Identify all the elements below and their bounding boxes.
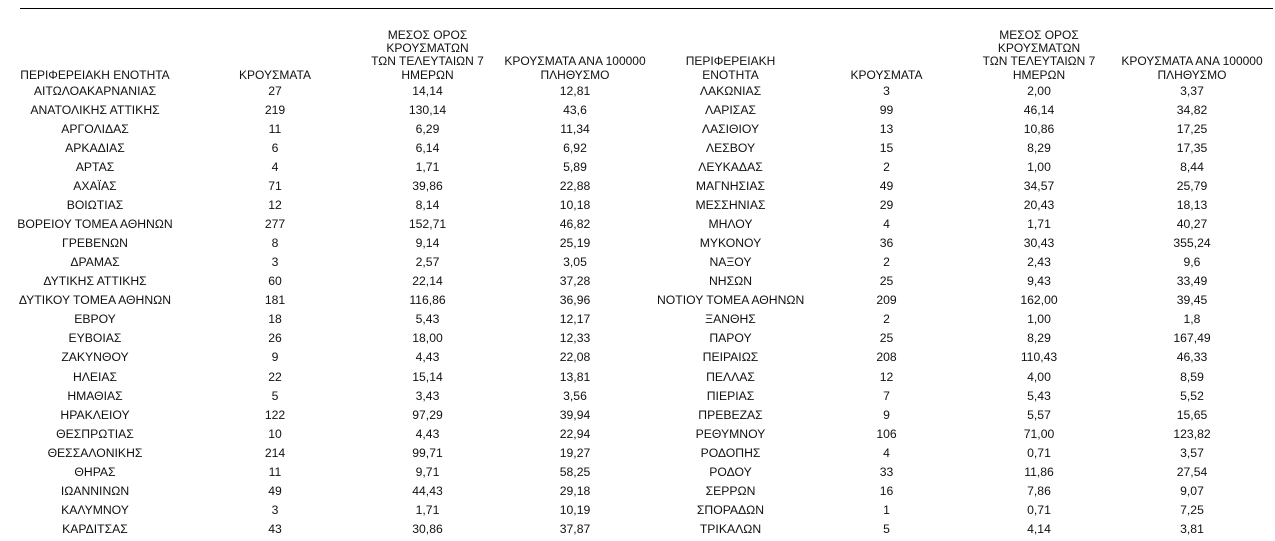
cell-region: ΚΑΡΔΙΤΣΑΣ [62, 521, 128, 536]
cell-avg7: 30,43 [1023, 236, 1055, 251]
cell-avg7: 11,86 [1024, 464, 1054, 479]
cell-cases: 12 [879, 369, 894, 384]
cell-region: ΡΟΔΟΥ [709, 464, 752, 479]
cell-per100k: 8,59 [1180, 369, 1204, 384]
cell-cases: 2 [883, 312, 890, 327]
cell-per100k: 36,96 [559, 293, 591, 308]
cell-avg7: 15,14 [412, 369, 443, 384]
cell-avg7: 0,71 [1027, 445, 1051, 460]
cell-cases: 11 [268, 121, 282, 136]
table-row [0, 272, 655, 291]
table-row [0, 101, 655, 120]
cell-avg7: 4,43 [415, 350, 440, 365]
cell-avg7: 5,43 [1027, 388, 1051, 403]
table-row [0, 120, 655, 139]
cell-cases: 71 [268, 179, 282, 194]
cell-avg7: 5,57 [1027, 407, 1051, 422]
cell-per100k: 3,05 [563, 255, 587, 270]
cell-avg7: 2,57 [415, 255, 440, 270]
cell-per100k: 19,27 [559, 445, 591, 460]
cell-region: ΑΙΤΩΛΟΑΚΑΡΝΑΝΙΑΣ [33, 83, 157, 98]
table-row [657, 406, 1275, 425]
cell-avg7: 2,43 [1027, 255, 1051, 270]
cell-per100k: 58,25 [559, 464, 591, 479]
cell-cases: 2 [883, 255, 890, 270]
cell-cases: 5 [883, 521, 890, 536]
cell-per100k: 6,92 [563, 140, 587, 155]
cell-region: ΑΡΤΑΣ [75, 160, 115, 175]
cell-region: ΞΑΝΘΗΣ [705, 312, 756, 327]
cell-avg7: 71,00 [1023, 426, 1055, 441]
table-body-right [657, 82, 1275, 539]
cell-cases: 3 [883, 83, 890, 98]
table-row [657, 158, 1275, 177]
cell-avg7: 8,29 [1027, 331, 1051, 346]
cell-region: ΣΠΟΡΑΔΩΝ [696, 502, 765, 517]
table-row [0, 463, 655, 482]
cell-per100k: 123,82 [1173, 426, 1211, 441]
cell-region: ΛΑΡΙΣΑΣ [705, 102, 756, 117]
cell-per100k: 25,19 [559, 236, 591, 251]
cell-per100k: 17,25 [1176, 121, 1208, 136]
cell-per100k: 33,49 [1176, 274, 1208, 289]
cell-avg7: 1,00 [1027, 312, 1051, 327]
table-row [657, 482, 1275, 501]
cell-avg7: 39,86 [412, 179, 443, 194]
cell-avg7: 8,14 [415, 198, 440, 213]
table-row [657, 101, 1275, 120]
cell-region: ΘΕΣΠΡΩΤΙΑΣ [56, 426, 134, 441]
table-row [657, 120, 1275, 139]
cell-avg7: 22,14 [412, 274, 443, 289]
cell-per100k: 3,56 [563, 388, 587, 403]
cell-cases: 3 [271, 255, 279, 270]
table-row [0, 253, 655, 272]
cell-cases: 15 [879, 140, 894, 155]
table-row [657, 196, 1275, 215]
cell-region: ΗΡΑΚΛΕΙΟΥ [60, 407, 130, 422]
cell-region: ΛΕΥΚΑΔΑΣ [698, 160, 763, 175]
table-row [0, 234, 655, 253]
cell-avg7: 44,43 [412, 483, 443, 498]
table-row [0, 177, 655, 196]
cell-avg7: 1,71 [1027, 217, 1051, 232]
cell-cases: 209 [876, 293, 897, 308]
cell-region: ΠΕΙΡΑΙΩΣ [702, 350, 759, 365]
cell-per100k: 7,25 [1180, 502, 1204, 517]
cell-avg7: 7,86 [1027, 483, 1051, 498]
cell-avg7: 34,57 [1023, 179, 1055, 194]
cell-region: ΝΑΞΟΥ [709, 255, 752, 270]
header-avg7: ΜΕΣΟΣ ΟΡΟΣ ΚΡΟΥΣΜΑΤΩΝ ΤΩΝ ΤΕΛΕΥΤΑΙΩΝ 7 ΗΜΕΡΩΝ [371, 28, 484, 82]
table-row [657, 520, 1275, 539]
cell-avg7: 130,14 [408, 102, 447, 117]
cell-region: ΚΑΛΥΜΝΟΥ [61, 502, 129, 517]
cell-region: ΠΡΕΒΕΖΑΣ [698, 407, 763, 422]
cell-avg7: 1,71 [415, 160, 440, 175]
cell-avg7: 9,14 [415, 236, 440, 251]
cell-per100k: 18,13 [1176, 198, 1208, 213]
cell-cases: 10 [268, 426, 282, 441]
cell-avg7: 10,86 [1023, 121, 1055, 136]
cell-per100k: 12,81 [559, 83, 591, 98]
table-row [657, 177, 1275, 196]
table-row [657, 444, 1275, 463]
cell-avg7: 4,14 [1027, 521, 1051, 536]
cell-region: ΔΥΤΙΚΗΣ ΑΤΤΙΚΗΣ [43, 274, 147, 289]
table-row [657, 310, 1275, 329]
table-row [657, 139, 1275, 158]
cell-region: ΗΛΕΙΑΣ [72, 369, 118, 384]
cell-cases: 11 [268, 464, 282, 479]
cell-region: ΑΡΓΟΛΙΔΑΣ [61, 121, 129, 136]
table-row [657, 82, 1275, 101]
cell-region: ΡΕΘΥΜΝΟΥ [695, 426, 766, 441]
header-region: ΠΕΡΙΦΕΡΕΙΑΚΗ ΕΝΟΤΗΤΑ [20, 67, 170, 82]
cell-avg7: 6,14 [415, 140, 440, 155]
table-row [0, 196, 655, 215]
table-row [657, 425, 1275, 444]
cell-cases: 18 [268, 312, 282, 327]
cell-per100k: 10,18 [559, 198, 591, 213]
cell-per100k: 167,49 [1173, 331, 1211, 346]
table-row [657, 387, 1275, 406]
cell-region: ΝΟΤΙΟΥ ΤΟΜΕΑ ΑΘΗΝΩΝ [657, 293, 804, 308]
table-row [657, 501, 1275, 520]
cell-region: ΕΒΡΟΥ [74, 312, 116, 327]
cell-region: ΠΑΡΟΥ [709, 331, 752, 346]
cell-region: ΛΑΣΙΘΙΟΥ [701, 121, 760, 136]
cell-region: ΓΡΕΒΕΝΩΝ [62, 236, 128, 251]
cell-region: ΝΗΣΩΝ [708, 274, 753, 289]
cell-per100k: 22,94 [559, 426, 591, 441]
cell-avg7: 2,00 [1027, 83, 1051, 98]
table-row [0, 82, 655, 101]
cell-cases: 219 [264, 102, 286, 117]
cell-cases: 33 [879, 464, 894, 479]
cell-cases: 1 [883, 502, 890, 517]
cell-avg7: 8,29 [1027, 140, 1051, 155]
table-row [657, 215, 1275, 234]
cell-avg7: 152,71 [408, 217, 447, 232]
cell-per100k: 15,65 [1176, 407, 1208, 422]
cell-region: ΜΥΚΟΝΟΥ [699, 236, 762, 251]
cell-region: ΙΩΑΝΝΙΝΩΝ [60, 483, 130, 498]
cell-region: ΠΙΕΡΙΑΣ [706, 388, 755, 403]
cell-cases: 27 [268, 83, 282, 98]
cell-cases: 36 [879, 236, 894, 251]
cell-per100k: 12,17 [559, 312, 591, 327]
table-row [0, 501, 655, 520]
header-cases: ΚΡΟΥΣΜΑΤΑ [239, 67, 311, 82]
cell-per100k: 17,35 [1176, 140, 1208, 155]
cell-region: ΒΟΡΕΙΟΥ ΤΟΜΕΑ ΑΘΗΝΩΝ [17, 217, 173, 232]
cell-per100k: 46,82 [559, 217, 591, 232]
cell-per100k: 10,19 [559, 502, 591, 517]
cell-cases: 106 [876, 426, 897, 441]
cell-region: ΜΕΣΣΗΝΙΑΣ [695, 198, 766, 213]
cell-region: ΤΡΙΚΑΛΩΝ [699, 521, 762, 536]
cell-per100k: 13,81 [559, 369, 591, 384]
cell-per100k: 3,37 [1180, 83, 1204, 98]
cell-cases: 49 [879, 179, 894, 194]
cell-cases: 22 [268, 369, 282, 384]
cell-cases: 3 [271, 502, 279, 517]
cell-avg7: 5,43 [415, 312, 440, 327]
header-per100k: ΚΡΟΥΣΜΑΤΑ ΑΝΑ 100000 ΠΛΗΘΥΣΜΟ [504, 54, 646, 82]
table-row [0, 329, 655, 348]
cell-avg7: 97,29 [412, 407, 443, 422]
cell-avg7: 9,43 [1027, 274, 1051, 289]
table-body-left [0, 82, 655, 539]
cell-region: ΘΕΣΣΑΛΟΝΙΚΗΣ [47, 445, 143, 460]
cell-cases: 9 [883, 407, 890, 422]
cell-per100k: 40,27 [1176, 217, 1208, 232]
cell-avg7: 116,86 [409, 293, 446, 308]
cell-cases: 49 [268, 483, 282, 498]
table-row [0, 406, 655, 425]
cell-region: ΔΡΑΜΑΣ [70, 255, 120, 270]
table-row [657, 463, 1275, 482]
cell-per100k: 5,89 [563, 160, 587, 175]
cell-per100k: 12,33 [559, 331, 591, 346]
table-row [657, 234, 1275, 253]
table-row [657, 348, 1275, 367]
cell-region: ΑΡΚΑΔΙΑΣ [65, 140, 125, 155]
cell-cases: 9 [271, 350, 279, 365]
table-row [0, 215, 655, 234]
header-avg7: ΜΕΣΟΣ ΟΡΟΣ ΚΡΟΥΣΜΑΤΩΝ ΤΩΝ ΤΕΛΕΥΤΑΙΩΝ 7 ΗΜΕΡΩΝ [982, 28, 1096, 82]
cell-avg7: 4,43 [415, 426, 440, 441]
cell-region: ΛΑΚΩΝΙΑΣ [699, 83, 762, 98]
cell-cases: 122 [264, 407, 286, 422]
cell-per100k: 9,6 [1183, 255, 1201, 270]
cell-per100k: 43,6 [563, 102, 587, 117]
cell-avg7: 1,71 [415, 502, 440, 517]
table-row [0, 520, 655, 539]
cell-cases: 181 [264, 293, 286, 308]
table-header-row [657, 29, 1275, 82]
cell-per100k: 9,07 [1180, 483, 1204, 498]
cell-region: ΣΕΡΡΩΝ [705, 483, 756, 498]
table-row [0, 387, 655, 406]
cell-cases: 2 [883, 160, 890, 175]
table-row [0, 482, 655, 501]
cell-cases: 4 [883, 217, 890, 232]
cell-cases: 25 [879, 274, 894, 289]
cell-per100k: 27,54 [1176, 464, 1208, 479]
table-row [0, 310, 655, 329]
cell-region: ΔΥΤΙΚΟΥ ΤΟΜΕΑ ΑΘΗΝΩΝ [18, 293, 172, 308]
cell-region: ΜΑΓΝΗΣΙΑΣ [695, 179, 766, 194]
table-row [657, 329, 1275, 348]
cell-avg7: 6,29 [415, 121, 440, 136]
cell-per100k: 22,08 [559, 350, 591, 365]
cell-per100k: 25,79 [1176, 179, 1208, 194]
table-row [0, 444, 655, 463]
cell-region: ΗΜΑΘΙΑΣ [67, 388, 123, 403]
cell-avg7: 9,71 [415, 464, 440, 479]
cell-per100k: 39,45 [1176, 293, 1208, 308]
table-header-row [0, 29, 655, 82]
cell-cases: 208 [876, 350, 897, 365]
header-cases: ΚΡΟΥΣΜΑΤΑ [850, 67, 923, 82]
cell-avg7: 0,71 [1027, 502, 1051, 517]
table-row [0, 368, 655, 387]
cell-avg7: 14,14 [412, 83, 443, 98]
cell-avg7: 110,43 [1020, 350, 1058, 365]
cell-region: ΘΗΡΑΣ [74, 464, 116, 479]
table-row [0, 291, 655, 310]
cell-per100k: 11,34 [560, 121, 590, 136]
table-row [0, 348, 655, 367]
cell-avg7: 20,43 [1023, 198, 1055, 213]
cell-per100k: 29,18 [559, 483, 591, 498]
cell-cases: 16 [879, 483, 894, 498]
cell-cases: 99 [879, 102, 894, 117]
cell-cases: 29 [879, 198, 894, 213]
table-row [657, 272, 1275, 291]
cell-cases: 60 [268, 274, 282, 289]
cell-cases: 8 [271, 236, 279, 251]
cell-region: ΛΕΣΒΟΥ [705, 140, 756, 155]
cell-cases: 4 [883, 445, 890, 460]
cell-region: ΠΕΛΛΑΣ [706, 369, 755, 384]
cell-region: ΑΝΑΤΟΛΙΚΗΣ ΑΤΤΙΚΗΣ [30, 102, 160, 117]
cell-avg7: 18,00 [412, 331, 443, 346]
cell-avg7: 99,71 [412, 445, 443, 460]
cell-cases: 12 [268, 198, 282, 213]
cell-avg7: 162,00 [1020, 293, 1058, 308]
cell-per100k: 8,44 [1180, 160, 1204, 175]
header-per100k: ΚΡΟΥΣΜΑΤΑ ΑΝΑ 100000 ΠΛΗΘΥΣΜΟ [1121, 54, 1263, 82]
cell-region: ΕΥΒΟΙΑΣ [68, 331, 122, 346]
table-row [0, 139, 655, 158]
table-row [657, 253, 1275, 272]
cell-region: ΒΟΙΩΤΙΑΣ [66, 198, 124, 213]
cell-avg7: 4,00 [1027, 369, 1051, 384]
table-row [0, 158, 655, 177]
cell-region: ΡΟΔΟΠΗΣ [700, 445, 761, 460]
cell-region: ΖΑΚΥΝΘΟΥ [61, 350, 129, 365]
cell-avg7: 3,43 [415, 388, 440, 403]
cell-cases: 7 [883, 388, 890, 403]
cell-per100k: 22,88 [559, 179, 591, 194]
cell-cases: 214 [264, 445, 286, 460]
cell-cases: 13 [879, 121, 894, 136]
cell-avg7: 1,00 [1027, 160, 1051, 175]
cell-region: ΑΧΑΪΑΣ [73, 179, 117, 194]
cell-avg7: 30,86 [412, 521, 443, 536]
cell-cases: 43 [268, 521, 282, 536]
cell-per100k: 46,33 [1176, 350, 1208, 365]
top-divider [20, 8, 1273, 9]
cell-avg7: 46,14 [1023, 102, 1055, 117]
cases-table-left [0, 29, 655, 539]
cell-per100k: 34,82 [1176, 102, 1208, 117]
cell-per100k: 39,94 [559, 407, 591, 422]
cell-cases: 6 [271, 140, 279, 155]
cell-per100k: 3,57 [1180, 445, 1204, 460]
cell-region: ΜΗΛΟΥ [708, 217, 753, 232]
cell-cases: 5 [271, 388, 279, 403]
cell-per100k: 3,81 [1180, 521, 1204, 536]
cell-cases: 26 [268, 331, 282, 346]
cell-per100k: 1,8 [1183, 312, 1201, 327]
cases-table-right [657, 29, 1275, 539]
table-row [0, 425, 655, 444]
header-region: ΠΕΡΙΦΕΡΕΙΑΚΗ ΕΝΟΤΗΤΑ [685, 54, 776, 82]
cell-cases: 4 [271, 160, 279, 175]
cell-cases: 25 [879, 331, 894, 346]
table-row [657, 291, 1275, 310]
cell-per100k: 355,24 [1173, 236, 1211, 251]
cell-per100k: 5,52 [1180, 388, 1204, 403]
cell-per100k: 37,28 [559, 274, 591, 289]
cell-cases: 277 [264, 217, 286, 232]
cell-per100k: 37,87 [559, 521, 591, 536]
table-row [657, 368, 1275, 387]
